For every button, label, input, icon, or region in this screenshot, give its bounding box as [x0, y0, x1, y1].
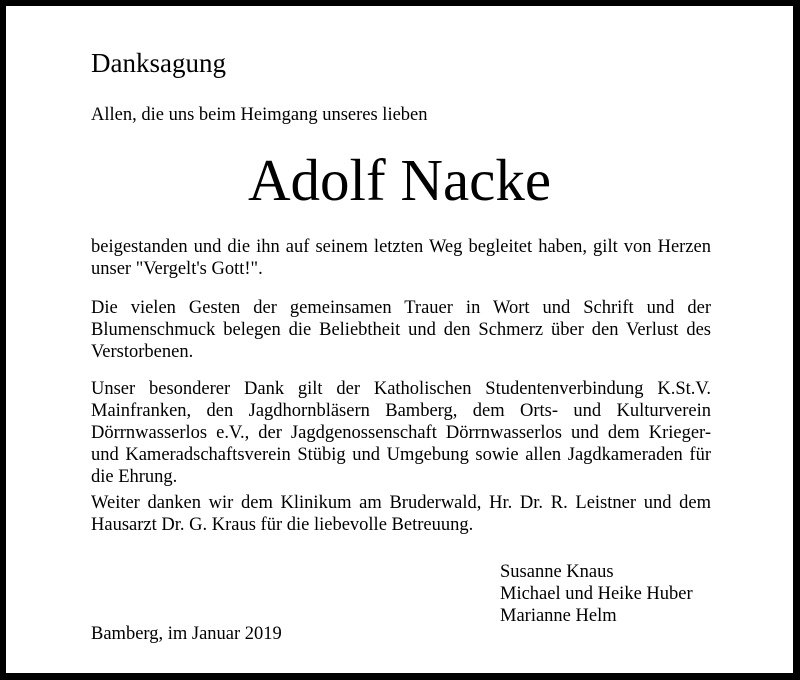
- signer: Susanne Knaus: [500, 562, 614, 582]
- signer: Michael und Heike Huber: [500, 584, 693, 604]
- paragraph-medical-thanks: Weiter danken wir dem Klinikum am Bruderwald, Hr. Dr. R. Leistner und dem Hausarzt Dr. G. Kraus für die liebevolle Betreuung.: [91, 493, 711, 535]
- place-date: Bamberg, im Januar 2019: [91, 624, 282, 644]
- intro-text: Allen, die uns beim Heimgang unseres lieben: [91, 105, 428, 125]
- obituary-card: [6, 6, 793, 673]
- paragraph-special-thanks: Unser besonderer Dank gilt der Katholischen Studentenverbindung K.St.V. Mainfranken, den Jagdhornbläsern Bamberg, dem Orts- und Kulturverein Dörrnwasserlos e.V., der Jagdgenossenschaft Dörrnwasserlos und dem Krieger- und Kameradschaftsverein Stübig und Umgebung sowie allen Jagdkameraden für die Ehrung.: [91, 379, 711, 487]
- paragraph-gestures: Die vielen Gesten der gemeinsamen Trauer in Wort und Schrift und der Blumenschmuck belegen die Beliebtheit und den Schmerz über den Verlust des Verstorbenen.: [91, 298, 711, 362]
- deceased-name: Adolf Nacke: [247, 147, 552, 213]
- signers-list: [500, 561, 693, 627]
- heading: Danksagung: [91, 48, 226, 78]
- paragraph-thanks: beigestanden und die ihn auf seinem letzten Weg begleitet haben, gilt von Herzen unser "Vergelt's Gott!".: [91, 237, 711, 279]
- signer: Marianne Helm: [500, 606, 617, 626]
